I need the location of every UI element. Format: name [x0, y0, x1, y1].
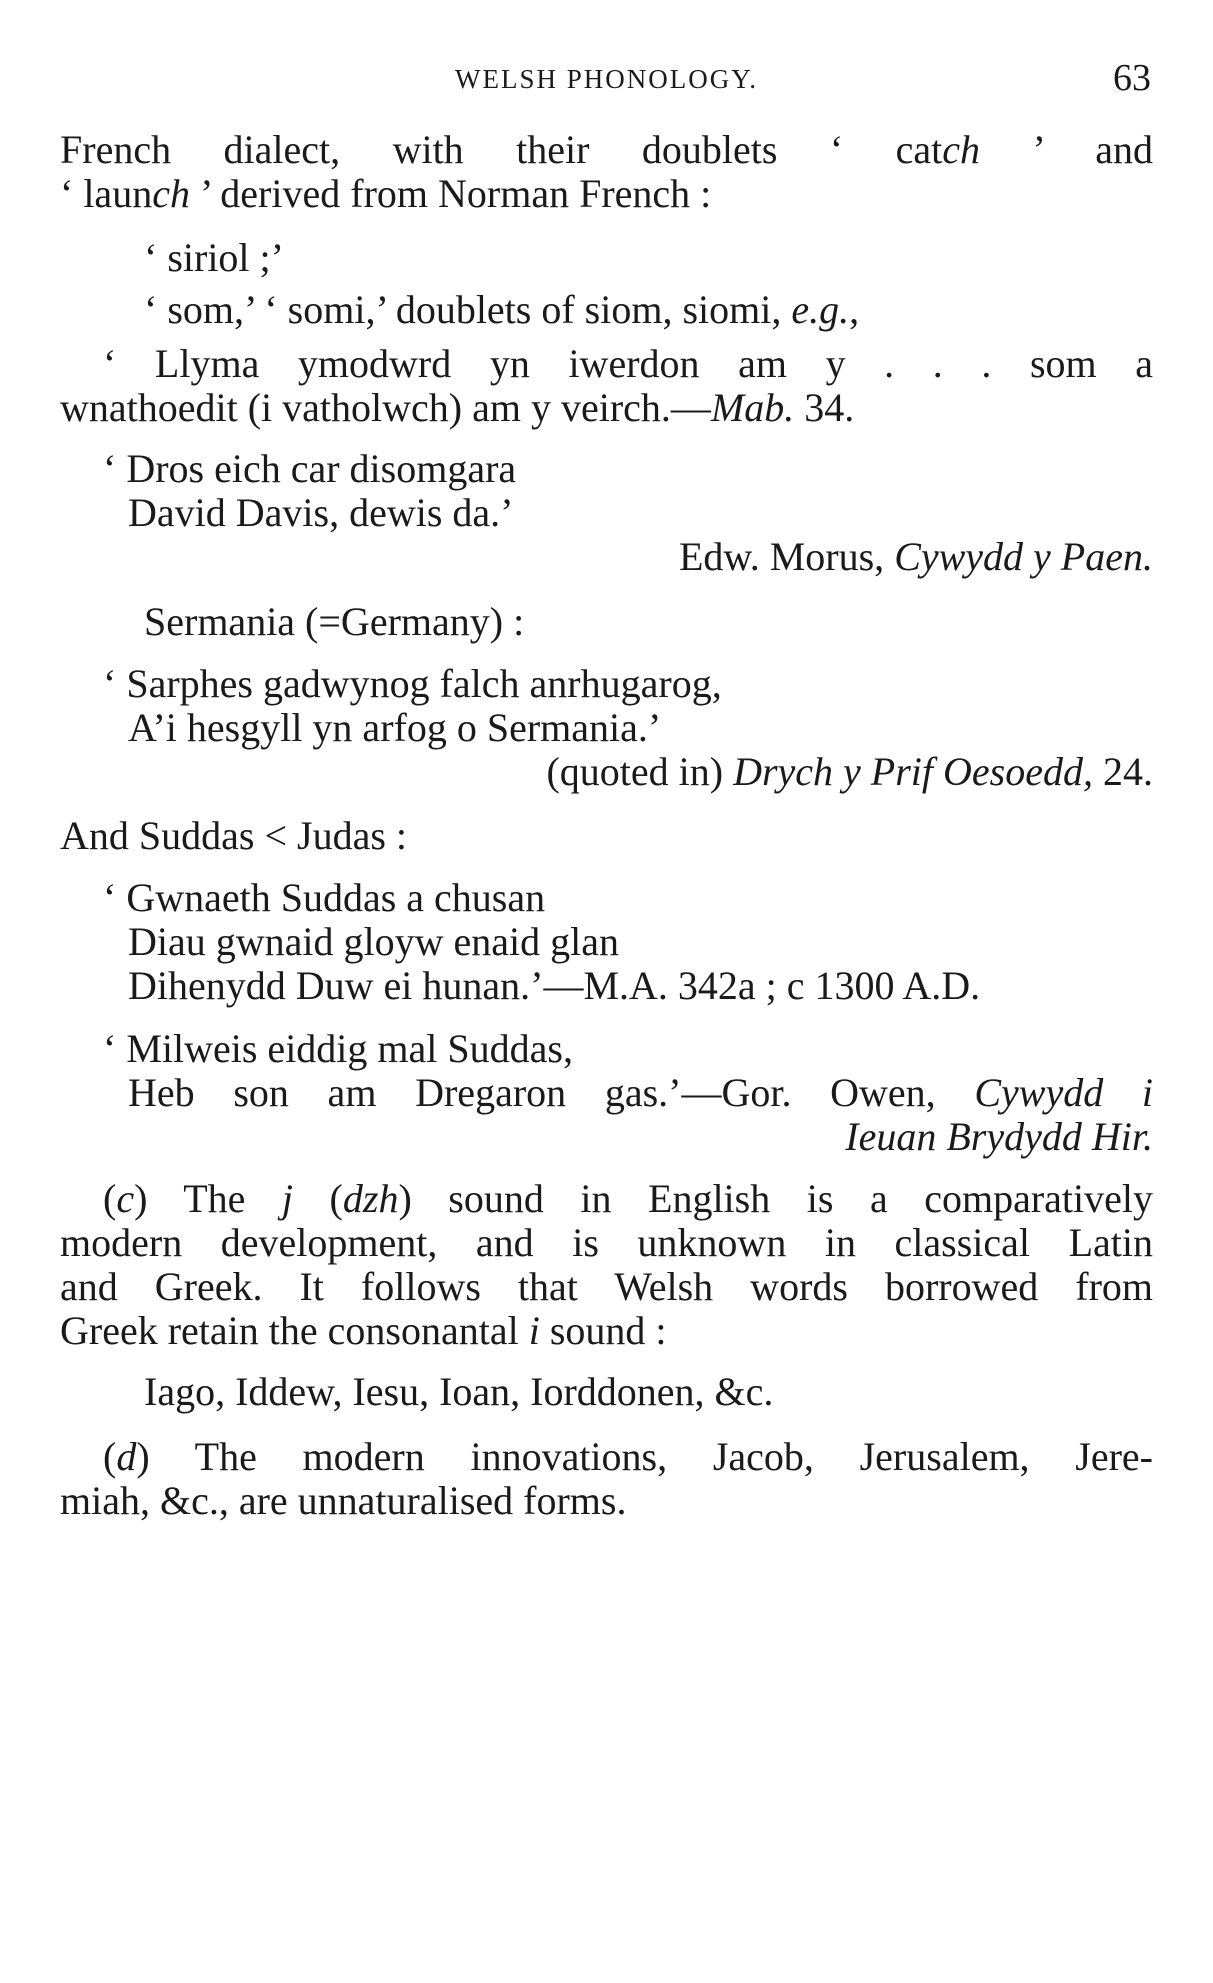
text-line: ‘ launch ’ derived from Norman French :	[60, 171, 712, 216]
citation: Ieuan Brydydd Hir.	[845, 1114, 1153, 1159]
text-line: And Suddas < Judas :	[60, 813, 408, 858]
citation: (quoted in) Drych y Prif Oesoedd, 24.	[546, 749, 1153, 794]
paragraph-line: miah, &c., are unnaturalised forms.	[60, 1478, 627, 1523]
verse-line: A’i hesgyll yn arfog o Sermania.’	[128, 705, 662, 750]
page-number: 63	[1113, 57, 1151, 99]
paragraph-line: (c) The j (dzh) sound in English is a comparatively	[103, 1176, 1154, 1221]
paragraph-line: modern development, and is unknown in classical Latin	[60, 1220, 1153, 1265]
paragraph-line: and Greek. It follows that Welsh words borrowed from	[60, 1264, 1153, 1309]
example-line: Sermania (=Germany) :	[144, 599, 525, 644]
quote-line: wnathoedit (i vatholwch) am y veirch.—Mab. 34.	[60, 385, 855, 430]
quote-line: ‘ Llyma ymodwrd yn iwerdon am y . . . som a	[103, 341, 1153, 386]
example-line: ‘ siriol ;’	[144, 235, 284, 280]
verse-line: ‘ Milweis eiddig mal Suddas,	[103, 1026, 573, 1071]
verse-line: ‘ Gwnaeth Suddas a chusan	[103, 875, 546, 920]
running-head: WELSH PHONOLOGY.	[454, 64, 758, 94]
paragraph-line: (d) The modern innovations, Jacob, Jerusalem, Jere-	[103, 1434, 1153, 1479]
paragraph-line: Greek retain the consonantal i sound :	[60, 1308, 667, 1353]
example-line: Iago, Iddew, Iesu, Ioan, Iorddonen, &c.	[144, 1369, 774, 1414]
citation: Edw. Morus, Cywydd y Paen.	[679, 534, 1153, 579]
text-line: French dialect, with their doublets ‘ catch ’ and	[60, 127, 1154, 172]
verse-line: Heb son am Dregaron gas.’—Gor. Owen, Cywydd i	[128, 1070, 1154, 1115]
verse-line: ‘ Dros eich car disomgara	[103, 446, 517, 491]
example-line: ‘ som,’ ‘ somi,’ doublets of siom, siomi, e.g.,	[144, 287, 860, 332]
verse-line: Diau gwnaid gloyw enaid glan	[128, 919, 619, 964]
verse-line: ‘ Sarphes gadwynog falch anrhugarog,	[103, 661, 722, 706]
verse-line: David Davis, dewis da.’	[128, 490, 514, 535]
verse-line: Dihenydd Duw ei hunan.’—M.A. 342a ; c 1300 A.D.	[128, 963, 981, 1008]
